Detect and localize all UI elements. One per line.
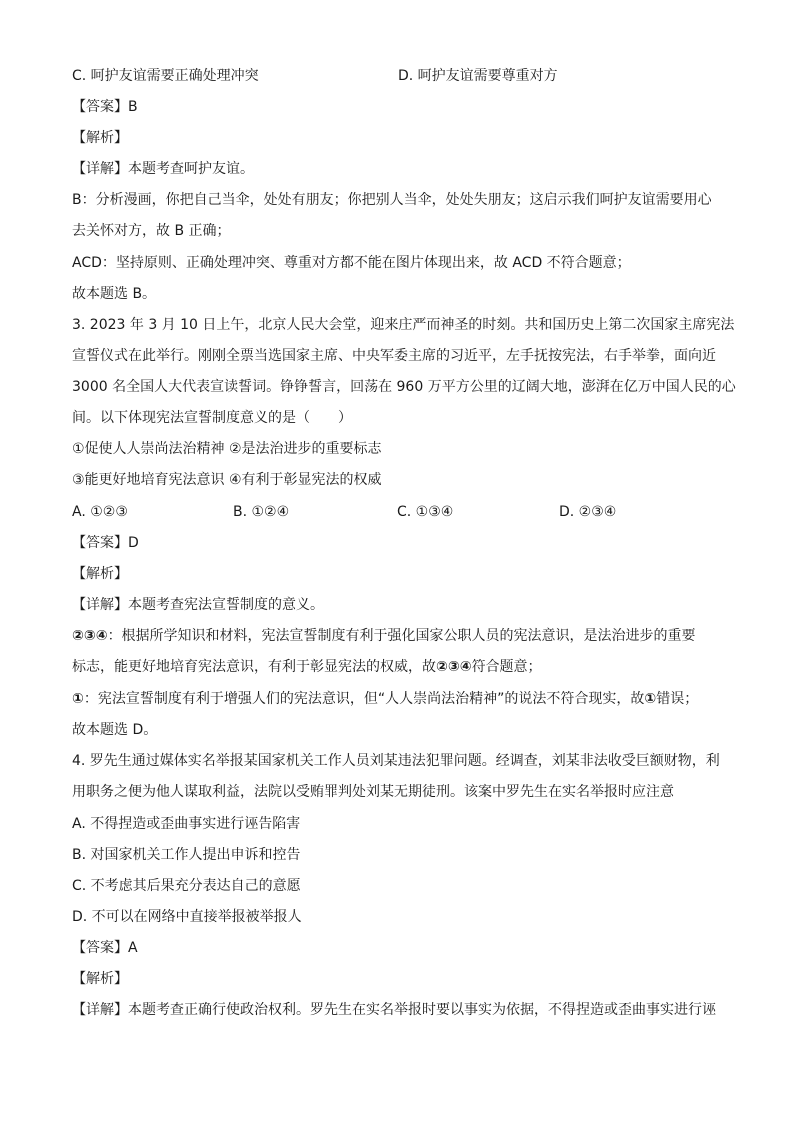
q4-option-c: C. 不考虑其后果充分表达自己的意愿 (72, 878, 301, 894)
q3-explanation-text: ：根据所学知识和材料，宪法宣誓制度有利于强化国家公职人员的宪法意识，是法治进步的重要 (107, 628, 696, 644)
q2-analysis-heading: 【解析】 (72, 130, 128, 146)
q3-explanation-line1 (72, 626, 732, 646)
q3-stem-line4: 间。以下体现宪法宣誓制度意义的是（ ） (72, 410, 352, 426)
q4-option-a: A. 不得捏造或歪曲事实进行诬告陷害 (72, 816, 301, 832)
q4-stem-line1: 4. 罗先生通过媒体实名举报某国家机关工作人员刘某违法犯罪问题。经调查，刘某非法收受巨额财物，利 (72, 753, 720, 769)
q2-explanation-acd: ACD：坚持原则、正确处理冲突、尊重对方都不能在图片体现出来，故 ACD 不符合题意； (72, 255, 631, 271)
q2-answer: 【答案】B (72, 99, 138, 115)
q3-option-c: C. ①③④ (397, 504, 454, 520)
q3-options-row (72, 502, 732, 522)
q2-explanation-b-line2: 去关怀对方，故 B 正确； (72, 223, 231, 239)
q2-option-c: C. 呵护友谊需要正确处理冲突 (72, 68, 259, 84)
q3-option-a: A. ①②③ (72, 504, 128, 520)
q4-option-b: B. 对国家机关工作人提出申诉和控告 (72, 847, 301, 863)
q4-stem-line2: 用职务之便为他人谋取利益，法院以受贿罪判处刘某无期徒刑。该案中罗先生在实名举报时应注意 (72, 784, 674, 800)
q3-explanation-line2 (72, 657, 732, 677)
q4-option-d: D. 不可以在网络中直接举报被举报人 (72, 909, 302, 925)
q2-conclusion: 故本题选 B。 (72, 286, 157, 302)
q3-option-d: D. ②③④ (559, 504, 617, 520)
q4-analysis-heading: 【解析】 (72, 971, 128, 987)
q3-answer: 【答案】D (72, 535, 139, 551)
q3-items-1-2: ①促使人人崇尚法治精神 ②是法治进步的重要标志 (72, 441, 382, 457)
q3-detail: 【详解】本题考查宪法宣誓制度的意义。 (72, 597, 324, 613)
q2-option-d: D. 呵护友谊需要尊重对方 (398, 68, 558, 84)
q3-stem-line2: 宣誓仪式在此举行。刚刚全票当选国家主席、中央军委主席的习近平，左手抚按宪法，右手举拳，面向近 (72, 348, 716, 364)
q2-explanation-b-line1: B：分析漫画，你把自己当伞，处处有朋友；你把别人当伞，处处失朋友；这启示我们呵护友谊需要用心 (72, 192, 712, 208)
q3-explanation-wrong (72, 689, 732, 709)
q3-stem-line3: 3000 名全国人大代表宣读誓词。铮铮誓言，回荡在 960 万平方公里的辽阔大地，澎湃在亿万中国人民的心 (72, 379, 736, 395)
q3-explanation-line2-text: 标志，能更好地培育宪法意识，有利于彰显宪法的权威，故 (72, 659, 436, 675)
q3-wrong-label-inline: ① (644, 691, 657, 707)
q3-option-b: B. ①②④ (233, 504, 290, 520)
q3-explanation-label: ②③④ (72, 628, 108, 644)
q3-explanation-line2-end: 符合题意； (471, 659, 542, 675)
q3-explanation-line2-label: ②③④ (436, 659, 472, 675)
q3-wrong-text: ：宪法宣誓制度有利于增强人们的宪法意识，但“人人崇尚法治精神”的说法不符合现实，故 (83, 691, 645, 707)
q3-stem-line1: 3. 2023 年 3 月 10 日上午，北京人民大会堂，迎来庄严而神圣的时刻。共和国历史上第二次国家主席宪法 (72, 317, 735, 333)
q4-detail: 【详解】本题考查正确行使政治权利。罗先生在实名举报时要以事实为依据，不得捏造或歪曲事实进行诬 (72, 1002, 716, 1018)
q3-conclusion: 故本题选 D。 (72, 722, 158, 738)
q3-items-3-4: ③能更好地培育宪法意识 ④有利于彰显宪法的权威 (72, 472, 382, 488)
q2-detail: 【详解】本题考查呵护友谊。 (72, 161, 254, 177)
q4-answer: 【答案】A (72, 940, 138, 956)
q3-wrong-end: 错误； (656, 691, 699, 707)
q3-wrong-label: ① (72, 691, 84, 707)
q2-options-row (72, 66, 732, 86)
q3-analysis-heading: 【解析】 (72, 566, 128, 582)
